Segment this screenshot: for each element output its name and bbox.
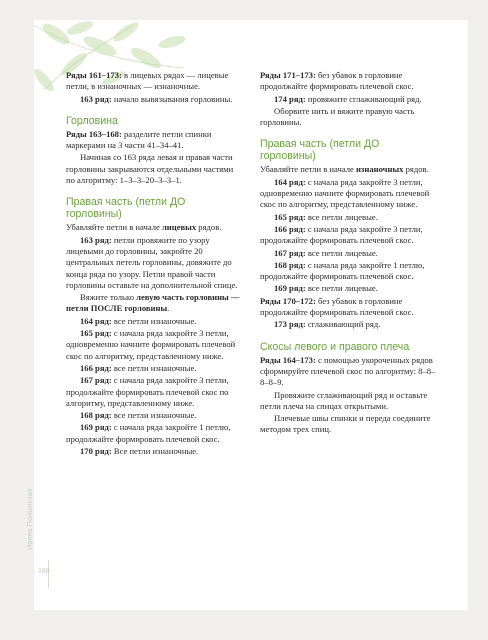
paragraph (66, 422, 242, 445)
row-label: 166 ряд: (80, 362, 112, 373)
paragraph (260, 283, 436, 294)
row-label: Ряды 164–173: (260, 354, 316, 365)
row-label: Ряды 170–172: (260, 295, 316, 306)
paragraph-text: без убавок в горловине продолжайте формировать плечевой скос. (260, 70, 414, 92)
row-label: 169 ряд: (274, 283, 306, 294)
row-label: 169 ряд: (80, 422, 112, 433)
paragraph (260, 177, 436, 211)
paragraph-text: Убавляйте петли в начале (260, 164, 356, 175)
paragraph (260, 70, 436, 93)
paragraph (260, 355, 436, 389)
paragraph-text: с помощью укороченных рядов сформируйте плечевой скос по алгоритму: 8–8–8–8–9. (260, 354, 436, 388)
paragraph (66, 375, 242, 409)
emphasis: левую часть горловины — петли ПОСЛЕ горловины (66, 292, 240, 314)
left-column (66, 70, 242, 458)
paragraph (66, 316, 242, 327)
paragraph (66, 446, 242, 457)
page-number: 168 (38, 568, 50, 575)
paragraph (66, 222, 242, 233)
emphasis: изнаночных (355, 164, 404, 175)
row-label: Ряды 171–173: (260, 70, 316, 80)
paragraph-text: все петли изнаночные. (111, 315, 197, 326)
paragraph-text: с начала ряда закройте 3 петли, одновременно начните формировать плечевой скос по алгоритму, представленному ниже. (66, 328, 236, 361)
row-label: 163 ряд: (80, 93, 112, 104)
paragraph (66, 363, 242, 374)
paragraph-text: все петли изнаночные. (111, 410, 197, 421)
paragraph-text: сглаживающий ряд. (305, 319, 381, 330)
paragraph (260, 94, 436, 105)
paragraph-text: с начала ряда закройте 1 петлю, продолжайте формировать плечевой скос. (66, 422, 231, 444)
paragraph: Плечевые швы спинки и переда соедините методом трех спиц. (260, 413, 431, 435)
emphasis: лицевых (161, 222, 197, 233)
row-label: 168 ряд: (80, 410, 112, 421)
section-heading: Скосы левого и правого плеча (260, 340, 410, 353)
section-heading: Правая часть (петли ДО горловины) (66, 196, 186, 221)
paragraph-text: все петли лицевые. (305, 283, 378, 294)
right-column (260, 70, 436, 437)
row-label: 163 ряд: (80, 234, 112, 245)
paragraph-text: Убавляйте петли в начале (66, 222, 162, 233)
paragraph (66, 129, 242, 152)
row-label: Ряды 163–168: (66, 128, 122, 139)
paragraph-text: разделите петли спинки маркерами на 3 части 41–34–41. (66, 128, 212, 151)
paragraph-text: Все петли изнаночные. (111, 446, 199, 457)
paragraph-text: рядов. (196, 222, 222, 233)
paragraph-text: все петли лицевые. (305, 211, 378, 222)
paragraph (260, 260, 436, 283)
paragraph-text: провяжите сглаживающий ряд. (305, 93, 422, 104)
paragraph (66, 292, 242, 315)
row-label: 166 ряд: (274, 223, 306, 234)
row-label: 173 ряд: (274, 319, 306, 330)
row-label: 165 ряд: (80, 328, 112, 339)
paragraph (66, 235, 242, 291)
paragraph-text: все петли изнаночные. (111, 362, 197, 373)
paragraph (260, 224, 436, 247)
paragraph-text: Вяжите только (80, 292, 137, 303)
author-side-text: Ирина Полынская (27, 488, 34, 550)
paragraph (260, 248, 436, 259)
paragraph: Провяжите сглаживающий ряд и оставьте петли плеча на спицах открытыми. (260, 389, 428, 411)
paragraph-text: . (167, 303, 170, 314)
paragraph: Начиная со 163 ряда левая и правая части горловины закрываются отдельными частями по алгоритму: 1–3–3–20–3–3–1. (66, 152, 234, 186)
row-label: 174 ряд: (274, 93, 306, 104)
row-label: 164 ряд: (274, 176, 306, 187)
paragraph (66, 70, 242, 93)
paragraph-text: начало вывязывания горловины. (111, 93, 233, 104)
row-label: Ряды 161–173: (66, 70, 122, 80)
section-heading: Горловина (66, 114, 118, 127)
row-label: 164 ряд: (80, 315, 112, 326)
paragraph (260, 212, 436, 223)
row-label: 168 ряд: (274, 259, 306, 270)
paragraph-text: в лицевых рядах — лицевые петли, в изнаночных — изнаночные. (66, 70, 229, 92)
paragraph (260, 296, 436, 319)
section-heading: Правая часть (петли ДО горловины) (260, 138, 380, 163)
paragraph-text: рядов. (403, 164, 429, 175)
row-label: 167 ряд: (274, 247, 306, 258)
paragraph: Оборвите нить и вяжите правую часть горловины. (260, 105, 415, 128)
paragraph (66, 328, 242, 362)
row-label: 165 ряд: (274, 211, 306, 222)
paragraph-text: все петли лицевые. (305, 247, 378, 258)
row-label: 170 ряд: (80, 446, 112, 457)
paragraph (260, 319, 436, 330)
paragraph-text: с начала ряда закройте 3 петли, одновременно начните формировать плечевой скос по алгоритму, представленному ниже. (260, 176, 430, 210)
paragraph-text: без убавок в горловине продолжайте формировать плечевой скос. (260, 295, 414, 318)
paragraph-text: петли провяжите по узору лицевыми до горловины, закройте 20 центральных петель горловины, довяжите до конца ряда по узору. Петли правой части горловины оставьте на дополнительной спице. (66, 234, 238, 290)
paragraph-text: с начала ряда закройте 1 петлю, продолжайте формировать плечевой скос. (260, 259, 425, 282)
row-label: 167 ряд: (80, 375, 112, 386)
book-page (27, 20, 468, 610)
paragraph (260, 164, 436, 175)
paragraph-text: с начала ряда закройте 3 петли, продолжайте формировать плечевой скос. (260, 223, 423, 246)
paragraph (66, 94, 242, 105)
paragraph (66, 410, 242, 421)
paragraph-text: с начала ряда закройте 3 петли, продолжайте формировать плечевой скос по алгоритму, представленному ниже. (66, 375, 229, 408)
